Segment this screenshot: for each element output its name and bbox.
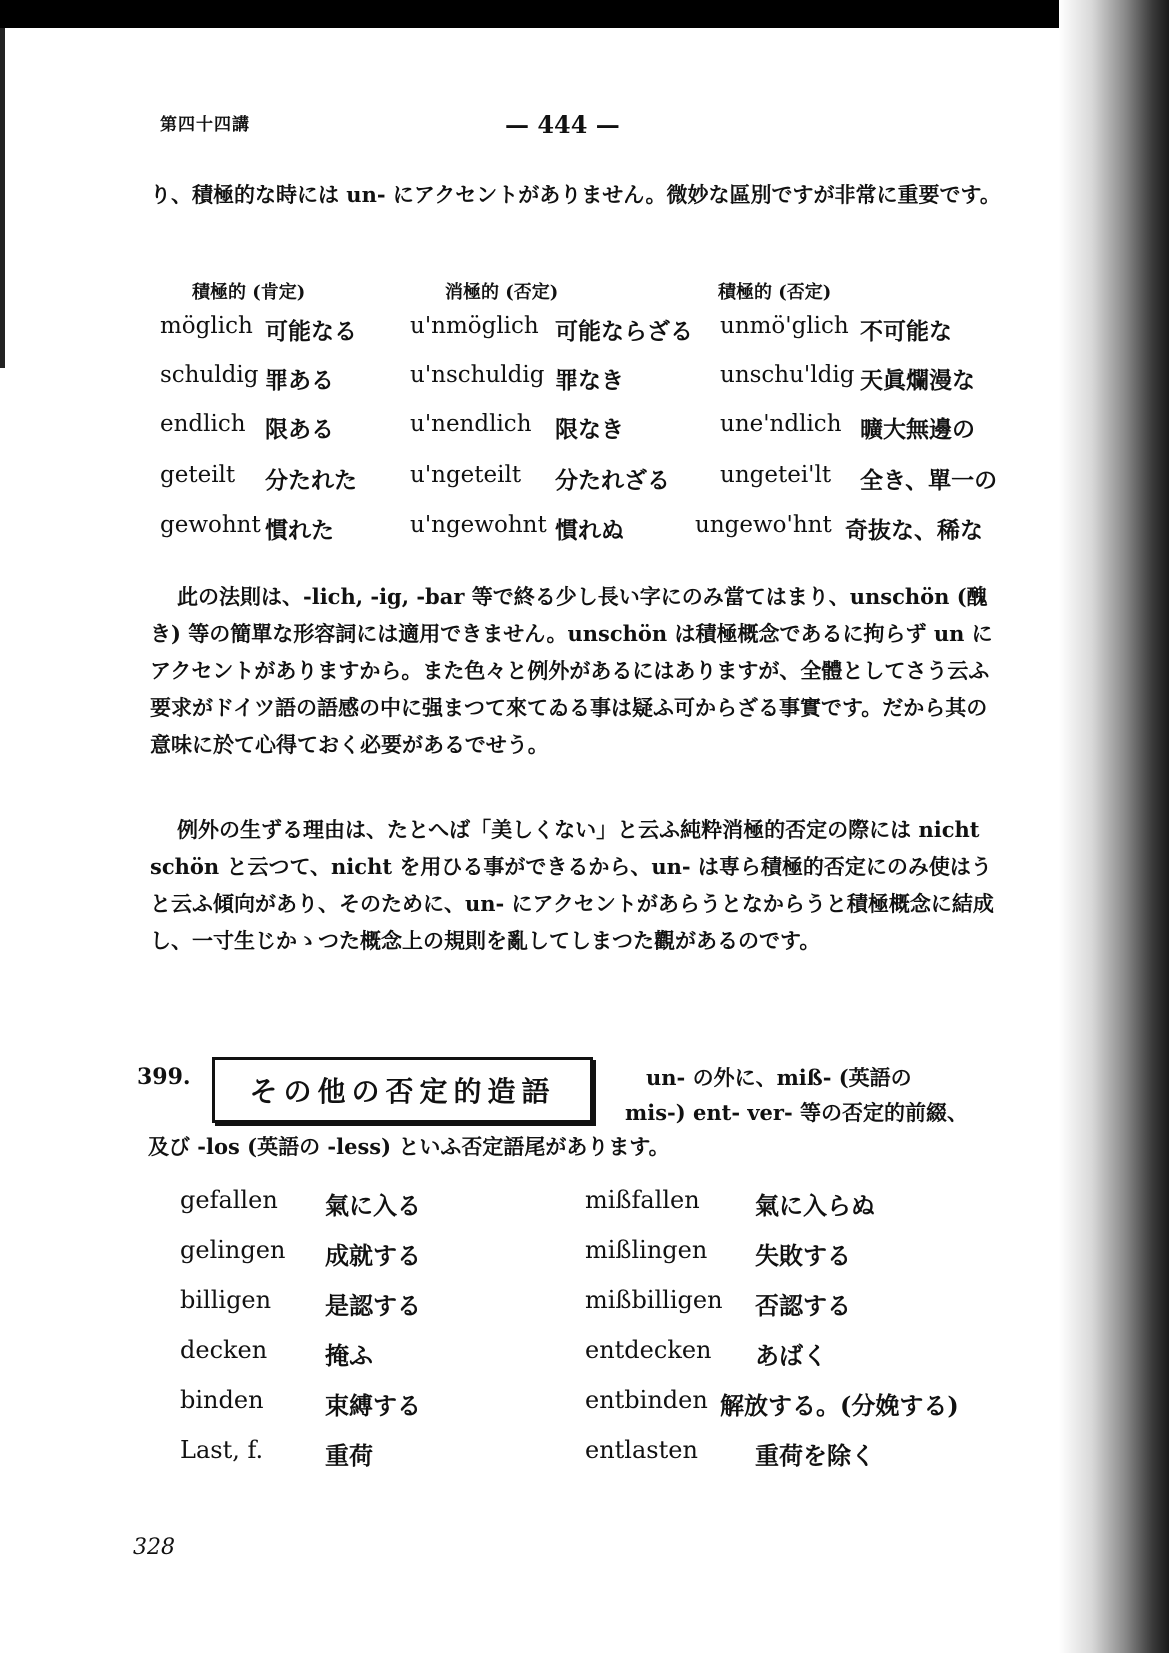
passive-negative-meaning: 可能ならざる <box>555 318 693 345</box>
column-header-positive: 積極的 (肯定) <box>192 282 306 303</box>
intro-paragraph: り、積極的な時には un- にアクセントがありません。微妙な區別ですが非常に重要です。 <box>150 182 1001 207</box>
base-word: binden <box>180 1386 264 1414</box>
base-meaning: 束縛する <box>325 1391 421 1420</box>
column-header-active-negative: 積極的 (否定) <box>718 282 832 303</box>
passive-negative-word: u'ngewohnt <box>410 512 547 538</box>
footer-page-number: 328 <box>133 1535 175 1560</box>
scan-border-left <box>0 28 5 368</box>
derived-word: mißfallen <box>585 1186 700 1214</box>
section-intro-line-1: un- の外に、miß- (英語の <box>646 1065 912 1090</box>
rule-paragraph: 此の法則は、-lich, -ig, -bar 等で終る少し長い字にのみ當てはまり、unschön (醜き) 等の簡單な形容詞には適用できません。unschön は積極概念であるに拘らず un にアクセントがありますから。また色々と例外があるにはありますが、全體としてさう云ふ要求がドイツ語の語感の中に强まつて來てゐる事は疑ふ可からざる事實です。だから其の意味に於て心得ておく必要があるでせう。 <box>150 584 993 757</box>
base-meaning: 成就する <box>325 1241 421 1270</box>
active-negative-word: unmö'glich <box>720 313 849 339</box>
derived-meaning: 解放する。(分娩する) <box>720 1391 959 1420</box>
base-word: Last, f. <box>180 1436 264 1464</box>
section-title: その他の否定的造語 <box>249 1075 556 1108</box>
active-negative-word: une'ndlich <box>720 411 842 437</box>
active-negative-word: unschu'ldig <box>720 362 855 388</box>
passive-negative-meaning: 分たれざる <box>555 467 670 494</box>
active-negative-meaning: 奇抜な、稀な <box>845 517 983 544</box>
exception-paragraph: 例外の生ずる理由は、たとへば「美しくない」と云ふ純粋消極的否定の際には nicht schön と云つて、nicht を用ひる事ができるから、un- は専ら積極的否定にのみ使はうと云ふ傾向があり、そのために、un- にアクセントがあらうとなからうと積極概念に結成し、一寸生じかゝつた概念上の規則を亂してしまつた觀があるのです。 <box>150 817 994 953</box>
column-header-passive-negative: 消極的 (否定) <box>445 282 559 303</box>
derived-word: entdecken <box>585 1336 712 1364</box>
positive-word: möglich <box>160 313 253 339</box>
positive-meaning: 罪ある <box>265 367 334 394</box>
passive-negative-meaning: 慣れぬ <box>555 517 624 544</box>
section-title-box <box>212 1057 593 1123</box>
positive-word: endlich <box>160 411 246 437</box>
base-meaning: 氣に入る <box>325 1191 421 1220</box>
base-word: gefallen <box>180 1186 278 1214</box>
section-intro-line-3: 及び -los (英語の -less) といふ否定語尾があります。 <box>148 1134 670 1159</box>
base-word: billigen <box>180 1286 272 1314</box>
positive-meaning: 限ある <box>265 416 334 443</box>
page-binding-shadow <box>1059 0 1169 1653</box>
positive-word: schuldig <box>160 362 259 388</box>
base-meaning: 掩ふ <box>325 1341 373 1370</box>
derived-meaning: 氣に入らぬ <box>755 1191 875 1220</box>
passive-negative-meaning: 限なき <box>555 416 624 443</box>
passive-negative-word: u'nmöglich <box>410 313 539 339</box>
derived-meaning: 重荷を除く <box>755 1441 875 1470</box>
passive-negative-word: u'ngeteilt <box>410 462 522 488</box>
chapter-label: 第四十四講 <box>160 115 250 135</box>
section-number: 399. <box>137 1064 191 1090</box>
derived-word: entlasten <box>585 1436 698 1464</box>
active-negative-meaning: 曠大無邊の <box>860 416 975 443</box>
derived-word: mißlingen <box>585 1236 708 1264</box>
base-meaning: 是認する <box>325 1291 421 1320</box>
derived-word: entbinden <box>585 1386 708 1414</box>
passive-negative-word: u'nendlich <box>410 411 532 437</box>
passive-negative-meaning: 罪なき <box>555 367 624 394</box>
positive-word: geteilt <box>160 462 236 488</box>
positive-meaning: 慣れた <box>265 517 334 544</box>
section-intro-line-2: mis-) ent- ver- 等の否定的前綴、 <box>625 1100 968 1125</box>
positive-word: gewohnt <box>160 512 261 538</box>
positive-meaning: 分たれた <box>265 467 357 494</box>
active-negative-meaning: 不可能な <box>860 318 952 345</box>
positive-meaning: 可能なる <box>265 318 357 345</box>
active-negative-meaning: 天眞爛漫な <box>860 367 975 394</box>
base-meaning: 重荷 <box>325 1441 373 1470</box>
active-negative-meaning: 全き、單一の <box>860 467 998 494</box>
page-number: — 444 — <box>505 110 620 139</box>
active-negative-word: ungewo'hnt <box>695 512 832 538</box>
derived-meaning: 否認する <box>755 1291 851 1320</box>
active-negative-word: ungetei'lt <box>720 462 832 488</box>
derived-meaning: 失敗する <box>755 1241 851 1270</box>
scan-border-top <box>0 0 1169 28</box>
base-word: decken <box>180 1336 268 1364</box>
derived-meaning: あばく <box>755 1341 827 1370</box>
base-word: gelingen <box>180 1236 286 1264</box>
passive-negative-word: u'nschuldig <box>410 362 545 388</box>
derived-word: mißbilligen <box>585 1286 723 1314</box>
